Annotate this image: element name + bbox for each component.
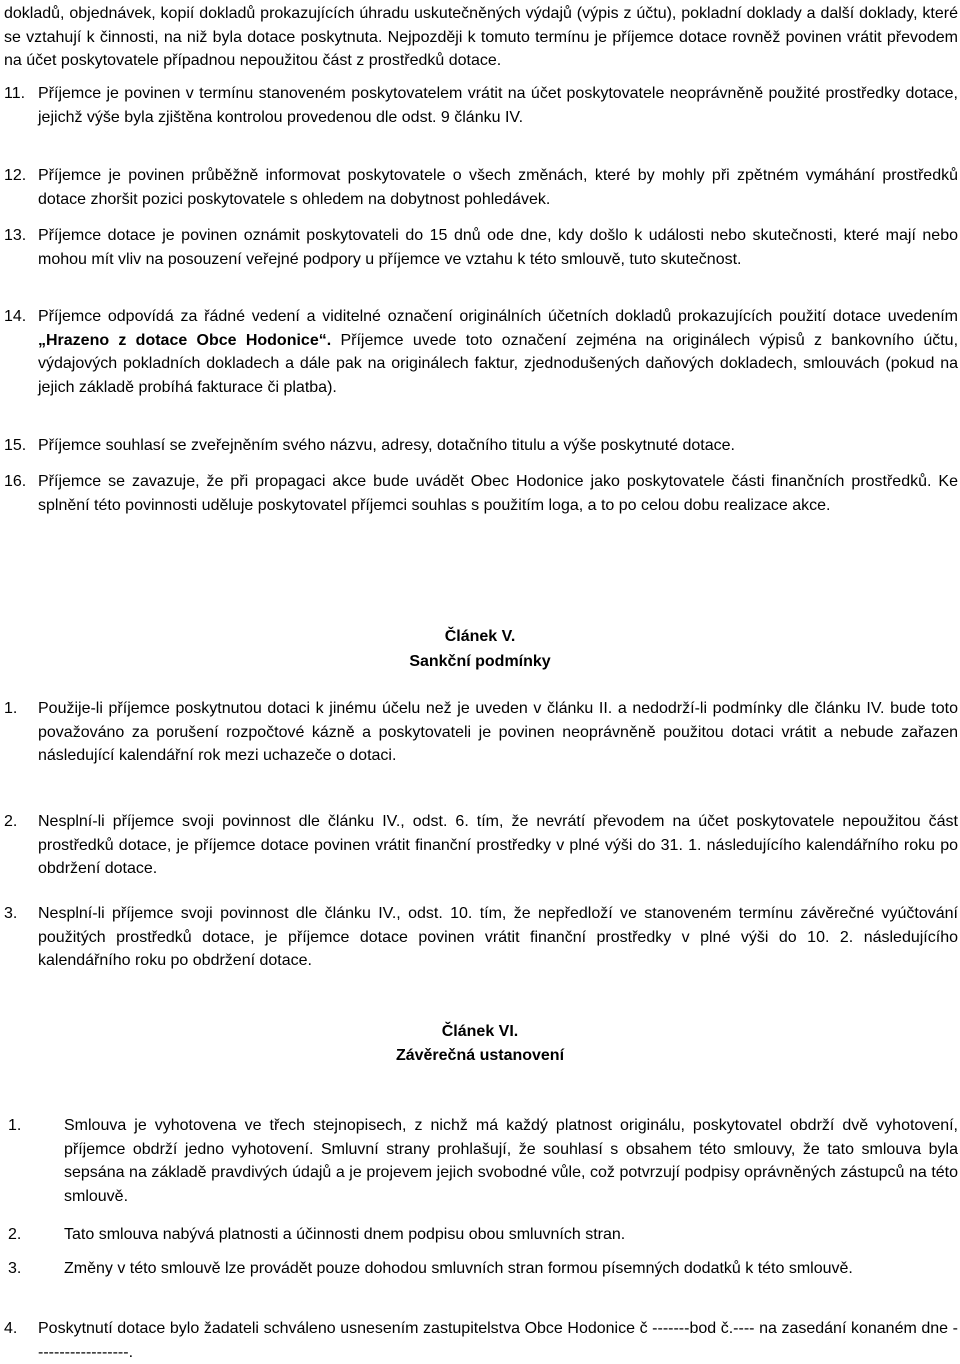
item-text-after: Příjemce uvede toto označení zejména na originálech výpisů z bankovního účtu, výdajových pokladních dokladech a dále pak na originálech faktur, zjednodušených daňových dokladech, smlouvách (pokud na jejich základě probíhá fakturace či platba). <box>38 331 959 396</box>
item-number: 16. <box>4 473 27 490</box>
item-number: 1. <box>4 700 18 717</box>
art5-item-3 <box>4 902 958 973</box>
item-number: 15. <box>4 437 27 454</box>
item-text: Příjemce je povinen v termínu stanoveném poskytovatelem vrátit na účet poskytovatele neoprávněně použité prostředky dotace, jejichž výše byla zjištěna kontrolou provedenou dle odst. 9 článku IV. <box>38 85 958 126</box>
art4-item-14 <box>4 305 958 399</box>
item-text: Použije-li příjemce poskytnutou dotaci k jinému účelu než je uveden v článku II. a nedodrží-li podmínky dle článku IV. bude toto považováno za porušení rozpočtové kázně a poskytovateli je povinen neoprávněně použitou dotaci vrátit a nebude zařazen následující kalendářní rok mezi uchazeče o dotaci. <box>38 700 958 764</box>
art4-item-12 <box>4 164 958 211</box>
art4-item-13 <box>4 224 958 271</box>
article-5-title: Článek V. <box>444 628 516 645</box>
item-number: 4. <box>4 1320 18 1337</box>
intro-paragraph: dokladů, objednávek, kopií dokladů prokazujících úhradu uskutečněných výdajů (výpis z účtu), pokladní doklady a další doklady, které se vztahují k činnosti, na niž byla dotace poskytnuta. Nejpozději k tomuto termínu je příjemce dotace rovněž povinen vrátit převodem na účet poskytovatele případnou nepoužitou část z prostředků dotace. <box>4 5 958 69</box>
item-text <box>38 305 958 399</box>
art5-item-2 <box>4 810 958 881</box>
article-6-subtitle: Závěrečná ustanovení <box>395 1047 565 1064</box>
art6-item-1 <box>4 1114 958 1208</box>
item-text: Příjemce dotace je povinen oznámit poskytovateli do 15 dnů ode dne, kdy došlo k události nebo skutečnosti, které mají nebo mohou mít vliv na posouzení veřejné podpory u příjemce ve vztahu k této smlouvě, tuto skutečnost. <box>38 227 958 268</box>
item-text: Nesplní-li příjemce svoji povinnost dle článku IV., odst. 6. tím, že nevrátí převodem na účet poskytovatele nepoužitou část prostředků dotace, je příjemce dotace povinen vrátit finanční prostředky v plné výši do 31. 1. následujícího kalendářního roku po obdržení dotace. <box>38 813 958 877</box>
item-number: 13. <box>4 227 27 244</box>
item-text: Nesplní-li příjemce svoji povinnost dle článku IV., odst. 10. tím, že nepředloží ve stanoveném termínu závěrečné vyúčtování použitých prostředků dotace, je příjemce dotace povinen vrátit finanční prostředky v plné výši do 10. 2. následujícího kalendářního roku po obdržení dotace. <box>38 905 958 969</box>
item-number: 2. <box>4 813 18 830</box>
art4-item-15 <box>4 434 958 458</box>
item-number: 1. <box>8 1117 22 1134</box>
item-number: 3. <box>8 1260 22 1277</box>
item-number: 14. <box>4 308 27 325</box>
item-text-bold: „Hrazeno z dotace Obce Hodonice“. <box>38 331 332 349</box>
item-number: 12. <box>4 167 27 184</box>
item-number: 11. <box>4 85 26 102</box>
art6-item-3 <box>4 1257 958 1281</box>
item-number: 2. <box>8 1226 22 1243</box>
art5-item-1 <box>4 697 958 768</box>
item-text-before: Příjemce odpovídá za řádné vedení a viditelné označení originálních účetních dokladů prokazujících použití dotace uvedením <box>38 308 958 325</box>
article-5-subtitle: Sankční podmínky <box>409 653 551 670</box>
item-text: Tato smlouva nabývá platnosti a účinnosti dnem podpisu obou smluvních stran. <box>64 1226 626 1243</box>
item-text: Smlouva je vyhotovena ve třech stejnopisech, z nichž má každý platnost originálu, poskytovatel obdrží dvě vyhotovení, příjemce obdrží jedno vyhotovení. Smluvní strany prohlašují, že souhlasí s obsahem této smlouvy, že tato smlouva byla sepsána na základě pravdivých údajů a je projevem jejich svobodné vůle, což potvrzují podpisy oprávněných zástupců na této smlouvě. <box>64 1117 958 1205</box>
art4-item-16 <box>4 470 958 517</box>
item-text: Příjemce se zavazuje, že při propagaci akce bude uvádět Obec Hodonice jako poskytovatele části finančních prostředků. Ke splnění této povinnosti uděluje poskytovatel příjemci souhlas s použitím loga, a to po celou dobu realizace akce. <box>38 473 958 514</box>
art4-item-11 <box>4 82 958 129</box>
art6-item-4 <box>4 1317 958 1364</box>
art6-item-2 <box>4 1223 958 1247</box>
item-text: Příjemce souhlasí se zveřejněním svého názvu, adresy, dotačního titulu a výše poskytnuté dotace. <box>38 437 735 454</box>
item-text: Změny v této smlouvě lze provádět pouze dohodou smluvních stran formou písemných dodatků k této smlouvě. <box>64 1260 853 1277</box>
item-text: Příjemce je povinen průběžně informovat poskytovatele o všech změnách, které by mohly při zpětném vymáhání prostředků dotace zhoršit pozici poskytovatele s ohledem na dobytnost pohledávek. <box>38 167 958 208</box>
article-6-title: Článek VI. <box>441 1023 519 1040</box>
item-text: Poskytnutí dotace bylo žadateli schváleno usnesením zastupitelstva Obce Hodonice č -------bod č.---- na zasedání konaném dne ------------------. <box>38 1320 958 1361</box>
item-number: 3. <box>4 905 18 922</box>
